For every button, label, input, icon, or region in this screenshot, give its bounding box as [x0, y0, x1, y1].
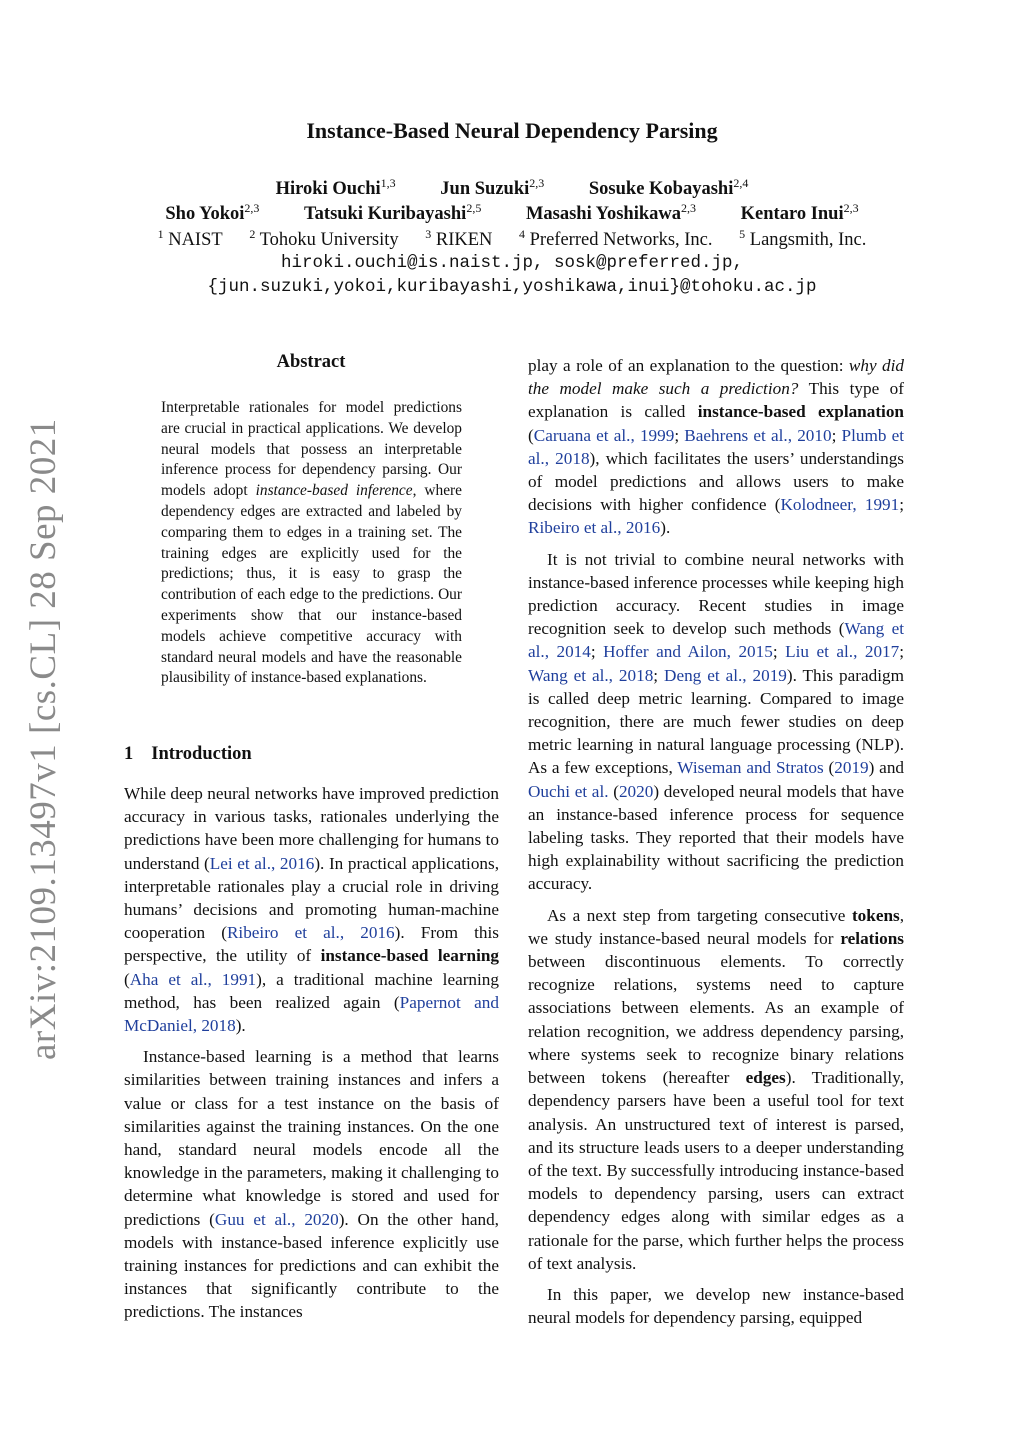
- citation-link[interactable]: Wang et al., 2014: [528, 619, 904, 662]
- paragraph: It is not trivial to combine neural networks with instance-based inference processes while keeping high prediction accuracy. Recent studies in image recognition seek to develop such methods (Wang et al., 2014; Hoffer and Ailon, 2015; Liu et al., 2017; Wang et al., 2018; Deng et al., 2019). This paradigm is called deep metric learning. Compared to image recognition, there are much fewer studies on deep metric learning in natural language processing (NLP). As a few exceptions, Wiseman and Stratos (2019) and Ouchi et al. (2020) developed neural models that have an instance-based inference process for sequence labeling tasks. They reported that their models have high explainability without sacrificing the prediction accuracy.: [528, 549, 905, 894]
- citation-link[interactable]: Guu et al., 2020: [214, 1209, 339, 1229]
- paragraph: While deep neural networks have improved prediction accuracy in various tasks, rationales underlying the predictions have been more challenging for humans to understand (Lei et al., 2016). In practical applications, interpretable rationales play a crucial role in driving humans’ decisions and promoting human-machine cooperation (Ribeiro et al., 2016). From this perspective, the utility of instance-based learning (Aha et al., 1991), a traditional machine learning method, has been realized again (Papernot and McDaniel, 2018).: [124, 784, 500, 1036]
- arxiv-side-stamp: arXiv:2109.13497v1 [cs.CL] 28 Sep 2021: [23, 418, 64, 1060]
- citation-link[interactable]: Lei et al., 2016: [209, 853, 315, 873]
- citation-link[interactable]: 2020: [618, 781, 654, 801]
- citation-link[interactable]: Ribeiro et al., 2016: [528, 518, 661, 538]
- citation-link[interactable]: Deng et al., 2019: [664, 665, 787, 685]
- right-column: [528, 354, 904, 1337]
- affiliation: $^4$ Preferred Networks, Inc.: [519, 227, 713, 251]
- citation-link[interactable]: Papernot and McDaniel, 2018: [124, 992, 499, 1036]
- paper-title: Instance-Based Neural Dependency Parsing: [306, 118, 718, 143]
- abstract-heading: Abstract: [276, 352, 346, 372]
- author: Masashi Yoshikawa$^{2,3}$: [525, 201, 697, 225]
- citation-link[interactable]: Kolodneer, 1991: [780, 495, 900, 515]
- affiliation: $^2$ Tohoku University: [249, 227, 399, 251]
- affiliation: $^1$ NAIST: [157, 227, 223, 251]
- citation-link[interactable]: Ribeiro et al., 2016: [226, 923, 395, 943]
- authors-row-1: [0, 176, 1024, 200]
- section-heading: 1 Introduction: [124, 744, 252, 764]
- citation-link[interactable]: Hoffer and Ailon, 2015: [603, 642, 773, 662]
- affiliation: $^5$ Langsmith, Inc.: [739, 227, 867, 251]
- author: Tatsuki Kuribayashi$^{2,5}$: [304, 201, 482, 225]
- author: Hiroki Ouchi$^{1,3}$: [275, 176, 396, 200]
- citation-link[interactable]: Caruana et al., 1999: [533, 425, 675, 445]
- paragraph: In this paper, we develop new instance-based neural models for dependency parsing, equipped: [528, 1284, 904, 1328]
- email-line-1: hiroki.ouchi@is.naist.jp, sosk@preferred.jp,: [280, 253, 744, 273]
- abstract-body: Interpretable rationales for model predictions are crucial in practical applications. We develop neural models that possess an interpretable inference process for dependency parsing. Our models adopt instance-based inference, where dependency edges are extracted and labeled by comparing them to edges in a training set. The training edges are explicitly used for the predictions; thus, it is easy to grasp the contribution of each edge to the predictions. Our experiments show that our instance-based models achieve competitive accuracy with standard neural models and have the reasonable plausibility of instance-based explanations.: [161, 399, 462, 687]
- citation-link[interactable]: Ouchi et al.: [528, 781, 609, 801]
- citation-link[interactable]: Aha et al., 1991: [129, 969, 257, 989]
- authors-row-2: [0, 201, 1024, 225]
- citation-link[interactable]: Wang et al., 2018: [528, 665, 654, 685]
- left-column: [124, 782, 499, 1332]
- author: Kentaro Inui$^{2,3}$: [740, 201, 859, 225]
- paragraph: play a role of an explanation to the question: why did the model make such a prediction? This type of explanation is called instance-based explanation (Caruana et al., 1999; Baehrens et al., 2010; Plumb et al., 2018), which facilitates the users’ understandings of model predictions and allows users to make decisions with higher confidence (Kolodneer, 1991; Ribeiro et al., 2016).: [528, 356, 905, 538]
- affiliation: $^3$ RIKEN: [425, 227, 493, 251]
- citation-link[interactable]: Liu et al., 2017: [785, 642, 900, 662]
- citation-link[interactable]: 2019: [834, 758, 869, 778]
- author: Sosuke Kobayashi$^{2,4}$: [588, 176, 749, 200]
- author: Jun Suzuki$^{2,3}$: [440, 176, 545, 200]
- citation-link[interactable]: Wiseman and Stratos: [677, 758, 824, 778]
- citation-link[interactable]: Plumb et al., 2018: [528, 425, 905, 468]
- citation-link[interactable]: Baehrens et al., 2010: [684, 425, 832, 445]
- paragraph: Instance-based learning is a method that learns similarities between training instances and infers a value or class for a test instance on the basis of similarities against the training instances. On the one hand, standard neural models encode all the knowledge in the parameters, making it challenging to determine what knowledge is stored and used for predictions (Guu et al., 2020). On the other hand, models with instance-based inference explicitly use training instances for predictions and can exhibit the instances that significantly contribute to the predictions. The instances: [124, 1047, 499, 1322]
- author: Sho Yokoi$^{2,3}$: [165, 201, 260, 225]
- paragraph: As a next step from targeting consecutive tokens, we study instance-based neural models for relations between discontinuous elements. To correctly recognize relations, systems need to capture associations between elements. As an example of relation recognition, we address dependency parsing, where systems seek to recognize binary relations between tokens (hereafter edges). Traditionally, dependency parsers have been a useful tool for text analysis. An unstructured text of interest is parsed, and its structure leads users to a deeper understanding of the text. By successfully introducing instance-based models to dependency parsing, users can extract dependency edges along with similar edges as a rationale for the parse, which further helps the process of text analysis.: [528, 905, 904, 1273]
- affiliations: [0, 227, 1024, 251]
- email-line-2: {jun.suzuki,yokoi,kuribayashi,yoshikawa,inui}@tohoku.ac.jp: [207, 277, 817, 297]
